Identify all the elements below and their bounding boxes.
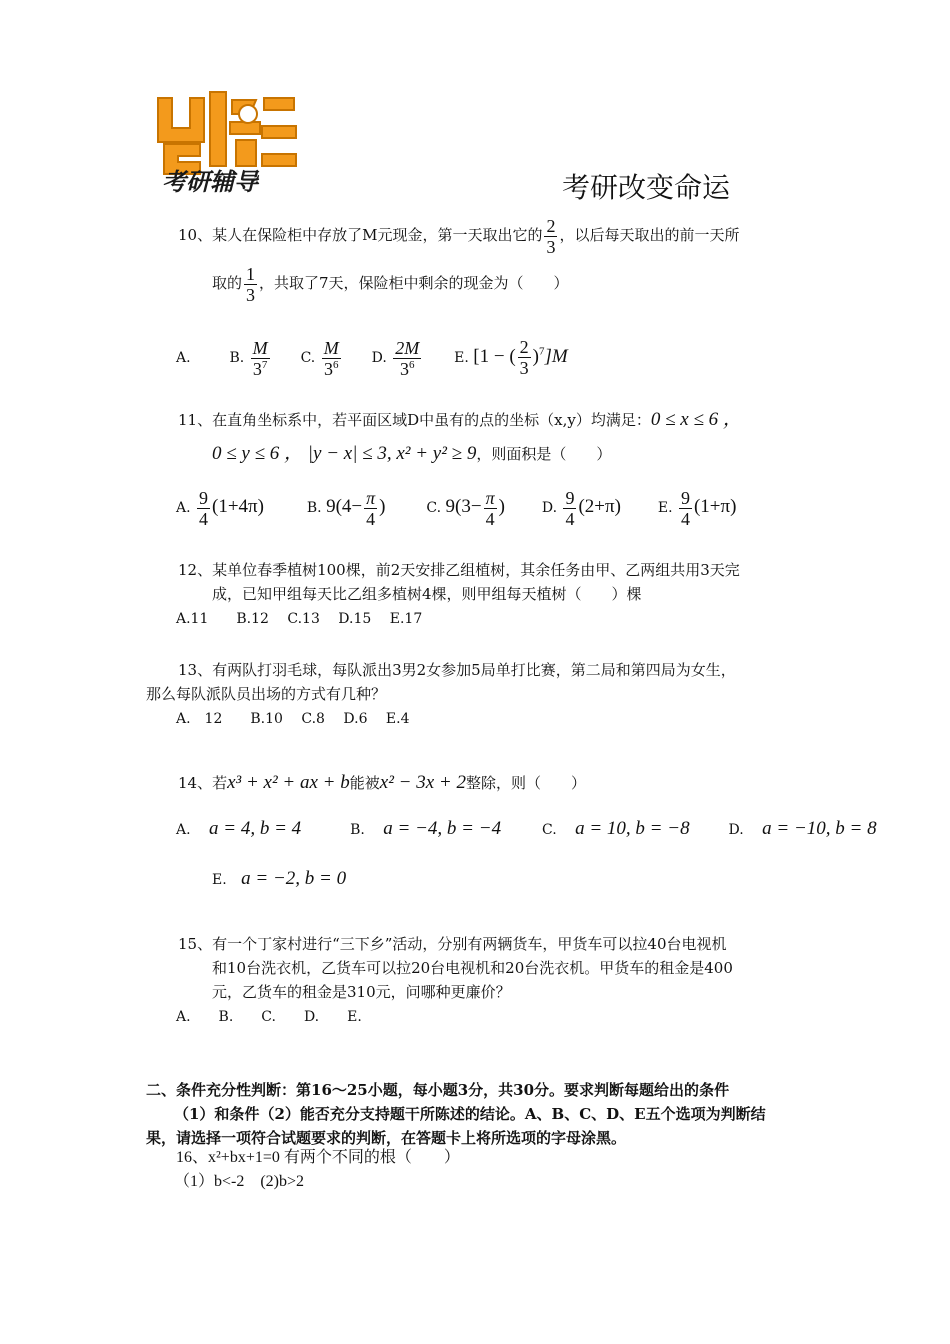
q10-line1 xyxy=(178,212,739,258)
q15-line2: 和10台洗衣机，乙货车可以拉20台电视机和20台洗衣机。甲货车的租金是400 xyxy=(212,959,733,977)
q10-option-c-label: C. xyxy=(300,350,316,366)
frac-den-exp: 7 xyxy=(261,358,268,371)
section2-line2: （1）和条件（2）能否充分支持题干所陈述的结论。A、B、C、D、E五个选项为判断结 xyxy=(174,1105,766,1123)
q10-line1-post: ，以后每天取出的前一天所 xyxy=(559,226,740,244)
q10-fraction-2 xyxy=(244,264,257,305)
frac-num: 9 xyxy=(565,487,575,508)
q11-line1-text: 11、在直角坐标系中，若平面区域D中虽有的点的坐标（x,y）均满足： xyxy=(178,411,651,429)
q11-option-c-tail: ) xyxy=(498,496,505,517)
frac-den-exp: 6 xyxy=(409,358,415,371)
q15-options: A. B. C. D. E. xyxy=(176,1009,362,1025)
expr-exp: 7 xyxy=(538,345,545,358)
q14-stem xyxy=(178,770,586,796)
frac-num: M xyxy=(323,337,339,358)
q10-line2-post: ，共取了7天，保险柜中剩余的现金为（ ） xyxy=(259,274,569,292)
q10-line2 xyxy=(212,260,569,306)
q12-options: A.11 B.12 C.13 D.15 E.17 xyxy=(176,611,423,627)
q11-option-c-fraction xyxy=(484,488,497,529)
q10-line1-pre: 10、某人在保险柜中存放了M元现金，第一天取出它的 xyxy=(178,226,543,244)
q14-option-d-label: D. xyxy=(728,822,744,838)
q11-option-c-pre: 9(3− xyxy=(445,496,482,517)
q11-line1 xyxy=(178,408,742,432)
q10-option-d-value xyxy=(393,338,421,379)
frac-den: 3 xyxy=(519,358,529,379)
frac-den: 4 xyxy=(366,508,376,529)
page-slogan: 考研改变命运 xyxy=(562,171,731,204)
frac-den: 3 xyxy=(246,284,256,305)
q14-options xyxy=(176,816,877,843)
frac-den: 4 xyxy=(680,508,690,529)
expr-post: ) xyxy=(532,346,539,367)
expr-tail: ]M xyxy=(544,346,568,367)
q14-option-b-label: B. xyxy=(350,822,365,838)
frac-num: 2 xyxy=(519,337,529,358)
q10-options xyxy=(176,332,568,382)
q14-option-d-math: a = −10, b = 8 xyxy=(762,818,877,839)
q10-option-d-label: D. xyxy=(371,350,387,366)
frac-den: 3 xyxy=(546,236,556,257)
q14-option-a-math: a = 4, b = 4 xyxy=(209,818,302,839)
q10-option-a: A. xyxy=(176,350,191,366)
q10-option-b-label: B. xyxy=(229,350,245,366)
q11-option-e-fraction xyxy=(679,488,692,529)
q13-line1: 13、有两队打羽毛球，每队派出3男2女参加5局单打比赛，第二局和第四局为女生， xyxy=(178,661,736,679)
q14-option-c-label: C. xyxy=(541,822,557,838)
q10-fraction-1 xyxy=(544,216,557,257)
frac-num: 9 xyxy=(199,487,209,508)
frac-den-exp: 6 xyxy=(332,358,339,371)
q16-line2: （1）b<-2 (2)b>2 xyxy=(174,1173,305,1190)
q12-line1: 12、某单位春季植树100棵，前2天安排乙组植树，其余任务由甲、乙两组共用3天完 xyxy=(178,561,740,579)
q11-line2-math: 0 ≤ y ≤ 6 ， |y − x| ≤ 3, x² + y² ≥ 9 xyxy=(212,443,477,464)
q11-option-a-label: A. xyxy=(176,500,191,516)
q11-option-b-label: B. xyxy=(306,500,322,516)
kaicheng-logo xyxy=(150,78,300,196)
q14-option-a-label: A. xyxy=(176,822,191,838)
q11-option-a-fraction xyxy=(197,488,210,529)
logo-caption: 考研辅导 xyxy=(162,168,258,196)
q14-expr2: x² − 3x + 2 xyxy=(379,772,466,793)
q11-option-d-fraction xyxy=(563,488,576,529)
q11-line1-math: 0 ≤ x ≤ 6 ， xyxy=(650,409,742,430)
q11-line2 xyxy=(212,442,611,466)
q14-pre: 14、若 xyxy=(178,774,228,792)
q14-option-e-math: a = −2, b = 0 xyxy=(241,868,347,889)
q14-expr1: x³ + x² + ax + b xyxy=(227,772,350,793)
q11-option-e-tail: (1+π) xyxy=(693,496,737,517)
frac-den: 4 xyxy=(485,508,495,529)
expr-pre: [1 − ( xyxy=(473,346,516,367)
q11-option-c-label: C. xyxy=(426,500,442,516)
q14-option-b-math: a = −4, b = −4 xyxy=(383,818,502,839)
section2-line1: 二、条件充分性判断：第16～25小题，每小题3分，共30分。要求判断每题给出的条件 xyxy=(146,1081,730,1099)
q14-mid: 能被 xyxy=(349,774,380,792)
q10-option-e-value xyxy=(473,337,568,379)
q15-line3: 元，乙货车的租金是310元，问哪种更廉价？ xyxy=(212,983,511,1001)
q11-option-b-pre: 9(4− xyxy=(326,496,363,517)
frac-num: 9 xyxy=(680,487,690,508)
q11-option-e-label: E. xyxy=(657,500,673,516)
q12-line2: 成，已知甲组每天比乙组多植树4棵，则甲组每天植树（ ）棵 xyxy=(212,585,642,603)
q14-option-e-label: E. xyxy=(212,872,227,888)
q11-option-d-tail: (2+π) xyxy=(578,496,621,517)
q11-option-a-tail: (1+4π) xyxy=(212,496,264,517)
q13-options: A. 12 B.10 C.8 D.6 E.4 xyxy=(176,711,410,727)
q13-line2: 那么每队派队员出场的方式有几种？ xyxy=(146,685,387,703)
frac-num: M xyxy=(252,337,268,358)
frac-den: 4 xyxy=(565,508,575,529)
q10-line2-pre: 取的 xyxy=(212,274,243,292)
q14-option-e xyxy=(212,866,346,893)
q16-line1: 16、x²+bx+1=0 有两个不同的根（ ） xyxy=(176,1149,460,1166)
section2-line3: 果，请选择一项符合试题要求的判断，在答题卡上将所选项的字母涂黑。 xyxy=(146,1129,627,1147)
frac-num: π xyxy=(366,487,376,508)
frac-num: π xyxy=(485,487,495,508)
q11-option-b-tail: ) xyxy=(379,496,386,517)
q11-option-d-label: D. xyxy=(541,500,558,516)
q10-option-b-value xyxy=(251,338,270,379)
q11-option-b-fraction xyxy=(364,488,377,529)
q11-line2-post: ，则面积是（ ） xyxy=(476,445,612,463)
frac-den: 3 xyxy=(400,358,409,379)
q14-option-c-math: a = 10, b = −8 xyxy=(575,818,690,839)
frac-den: 4 xyxy=(199,508,209,529)
frac-den: 3 xyxy=(323,358,333,379)
q10-option-e-fraction xyxy=(518,337,531,378)
frac-num: 1 xyxy=(246,263,256,284)
q10-option-e-label: E. xyxy=(454,350,469,366)
frac-num: 2M xyxy=(395,337,420,358)
q14-post: 整除，则（ ） xyxy=(465,774,586,792)
q10-option-c-value xyxy=(322,338,341,379)
q15-line1: 15、有一个丁家村进行“三下乡”活动，分别有两辆货车，甲货车可以拉40台电视机 xyxy=(178,935,727,953)
frac-den: 3 xyxy=(252,358,262,379)
q11-options xyxy=(176,482,736,532)
frac-num: 2 xyxy=(546,215,556,236)
logo-mark xyxy=(150,78,300,196)
